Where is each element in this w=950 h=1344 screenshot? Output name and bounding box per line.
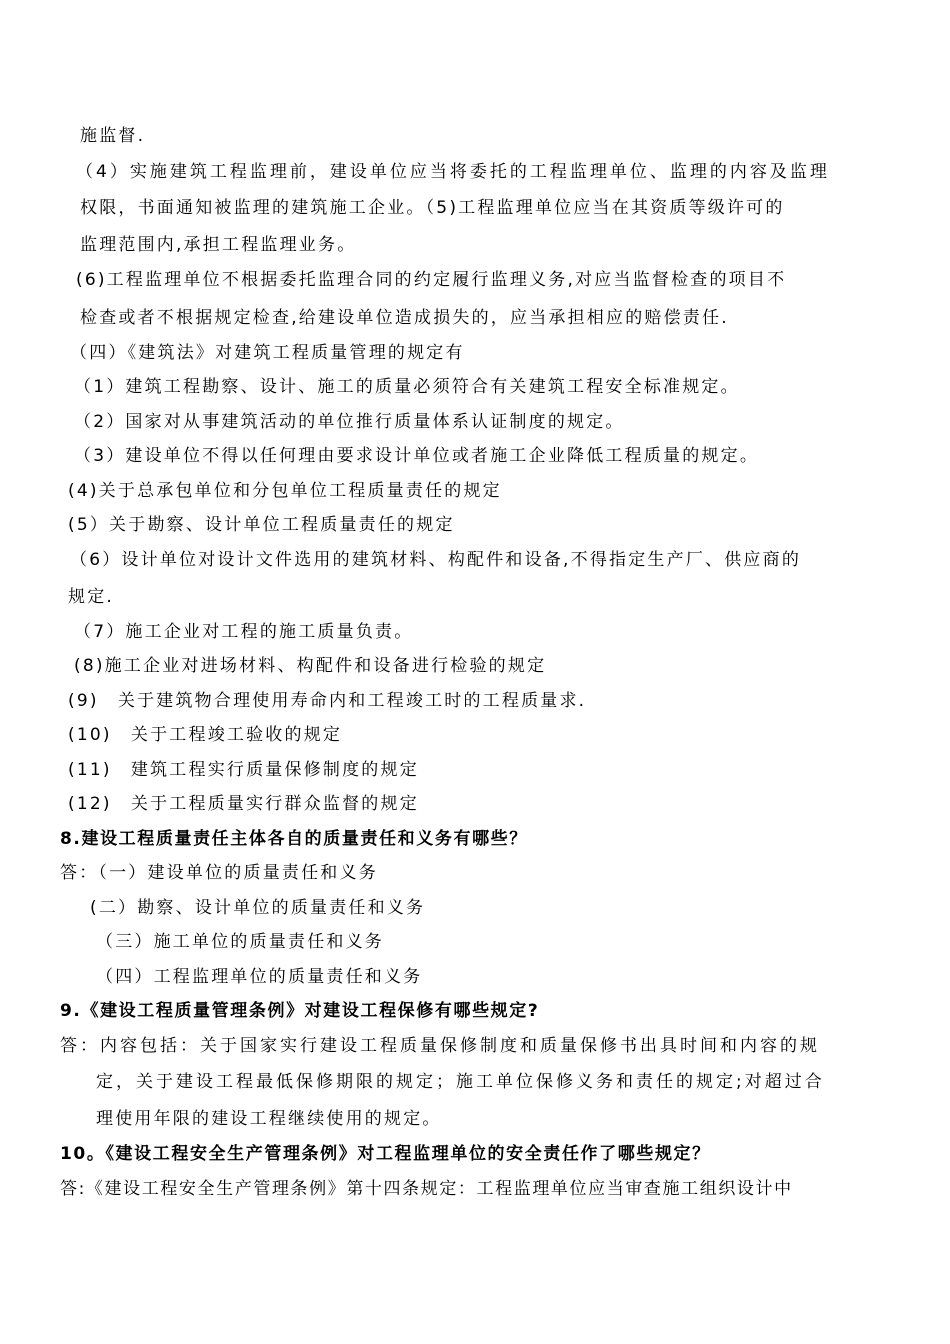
text-line: (6)工程监理单位不根据委托监理合同的约定履行监理义务,对应当监督检查的项目不 <box>76 270 787 290</box>
text-line: （7）施工企业对工程的施工质量负责。 <box>74 622 414 642</box>
text-line: (12) 关于工程质量实行群众监督的规定 <box>68 794 419 814</box>
text-line: (8)施工企业对进场材料、构配件和设备进行检验的规定 <box>74 656 547 676</box>
text-line: 答:《建设工程安全生产管理条例》第十四条规定：工程监理单位应当审查施工组织设计中 <box>60 1179 793 1199</box>
text-line: （6）设计单位对设计文件选用的建筑材料、构配件和设备,不得指定生产厂、供应商的 <box>70 550 802 570</box>
text-line: 定，关于建设工程最低保修期限的规定；施工单位保修义务和责任的规定;对超过合 <box>96 1072 825 1092</box>
text-line: （四）《建筑法》对建筑工程质量管理的规定有 <box>70 343 465 363</box>
text-line: 权限，书面通知被监理的建筑施工企业。（5)工程监理单位应当在其资质等级许可的 <box>80 198 785 218</box>
text-line: （4）实施建筑工程监理前，建设单位应当将委托的工程监理单位、监理的内容及监理 <box>76 162 830 182</box>
text-line: 答：（一）建设单位的质量责任和义务 <box>60 863 378 883</box>
question-heading: 10。《建设工程安全生产管理条例》对工程监理单位的安全责任作了哪些规定？ <box>60 1144 711 1164</box>
question-heading: 8.建设工程质量责任主体各自的质量责任和义务有哪些？ <box>60 829 528 849</box>
text-line: (9) 关于建筑物合理使用寿命内和工程竣工时的工程质量求. <box>68 691 587 711</box>
text-line: 规定. <box>68 587 115 607</box>
text-line: 监理范围内,承担工程监理业务。 <box>80 235 357 255</box>
text-line: (11) 建筑工程实行质量保修制度的规定 <box>68 760 419 780</box>
text-line: 理使用年限的建设工程继续使用的规定。 <box>96 1109 442 1129</box>
text-line: （2）国家对从事建筑活动的单位推行质量体系认证制度的规定。 <box>74 412 625 432</box>
text-line: 施监督. <box>80 126 146 146</box>
question-heading: 9.《建设工程质量管理条例》对建设工程保修有哪些规定? <box>60 1001 540 1021</box>
text-line: (10) 关于工程竣工验收的规定 <box>68 725 343 745</box>
text-line: （3）建设单位不得以任何理由要求设计单位或者施工企业降低工程质量的规定。 <box>74 446 760 466</box>
text-line: 检查或者不根据规定检查,给建设单位造成损失的，应当承担相应的赔偿责任. <box>80 308 729 328</box>
text-line: (二）勘察、设计单位的质量责任和义务 <box>90 898 426 918</box>
text-line: （四）工程监理单位的质量责任和义务 <box>96 967 423 987</box>
text-line: （三）施工单位的质量责任和义务 <box>96 932 384 952</box>
text-line: （1）建筑工程勘察、设计、施工的质量必须符合有关建筑工程安全标准规定。 <box>74 377 740 397</box>
text-line: 答：内容包括：关于国家实行建设工程质量保修制度和质量保修书出具时间和内容的规 <box>60 1036 820 1056</box>
text-line: (4)关于总承包单位和分包单位工程质量责任的规定 <box>68 481 502 501</box>
text-line: (5）关于勘察、设计单位工程质量责任的规定 <box>68 515 455 535</box>
